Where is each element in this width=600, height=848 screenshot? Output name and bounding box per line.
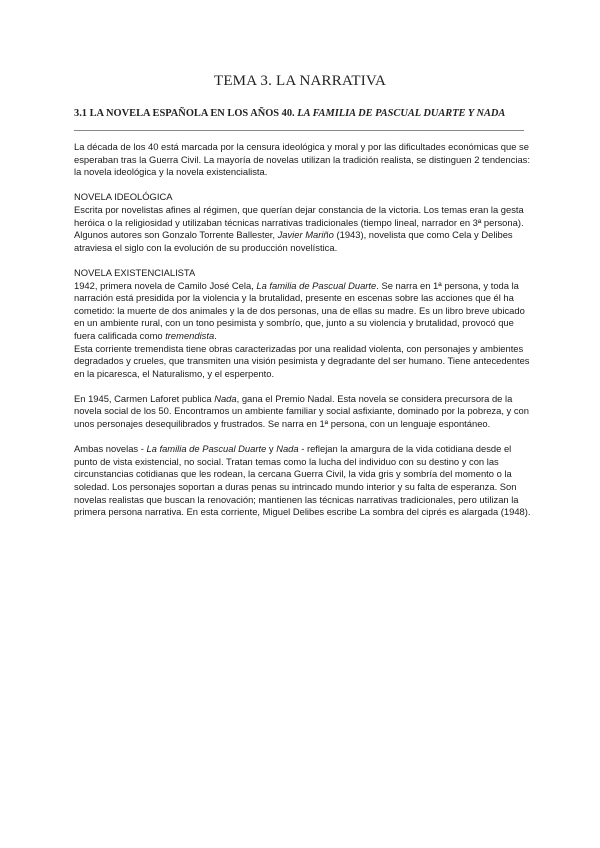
- section-heading-italic: LA FAMILIA DE PASCUAL DUARTE Y NADA: [297, 108, 506, 119]
- ideologica-heading: NOVELA IDEOLÓGICA: [74, 191, 173, 203]
- page-title: TEMA 3. LA NARRATIVA: [213, 73, 387, 89]
- ideologica-work-title: Javier Mariño: [277, 229, 334, 241]
- existencialista-p1-work-title: La familia de Pascual Duarte: [256, 279, 377, 291]
- existencialista-paragraph-1: [74, 280, 532, 343]
- ambas-work-title-2: Nada: [276, 443, 299, 455]
- section-heading-prefix: 3.1 LA NOVELA ESPAÑOLA EN LOS AÑOS 40.: [74, 108, 298, 119]
- ideologica-text-after: (1943), novelista que como Cela y Delibes atraviesa el siglo con la evolución de su producción novelística.: [74, 229, 513, 253]
- ideologica-paragraph: [74, 204, 532, 254]
- ideologica-text-before: Escrita por novelistas afines al régimen, que querían dejar constancia de la victoria. Los temas eran la gesta heróica o la religiosidad y utilizaban técnicas narrativas tradicionales (tiempo lineal, narrador en 3ª persona). Algunos autores son Gonzalo Torrente Ballester,: [74, 203, 524, 241]
- ambas-and: y: [266, 443, 277, 455]
- nada-before: En 1945, Carmen Laforet publica: [74, 392, 215, 404]
- horizontal-rule: [74, 130, 524, 131]
- existencialista-p1-term: tremendista: [165, 329, 215, 341]
- existencialista-p1-before: 1942, primera novela de Camilo José Cela,: [74, 279, 257, 291]
- section-heading: [74, 108, 544, 119]
- nada-work-title: Nada: [214, 392, 237, 404]
- document-body: [74, 141, 532, 519]
- existencialista-p1-middle: . Se narra en 1ª persona, y toda la narración está presidida por la violencia y la brutalidad, presente en escenas sobre las acciones que él ha cometido: la muerte de dos animales y la de dos personas, una de ellas su madre. Es un libro breve ubicado en un ambiente rural, con un tono pesimista y sombrío, que, junto a su violencia y brutalidad, provocó que fuera calificada como: [74, 279, 525, 341]
- ambas-after: - reflejan la amargura de la vida cotidiana desde el punto de vista existencial, no social. Tratan temas como la lucha del individuo con su destino y con las circunstancias cotidianas que les rodean, la cercana Guerra Civil, la vida gris y sombría del momento o la soledad. Los personajes soportan a duras penas su intrincado mundo interior y su falta de esperanza. Son novelas realistas que buscan la renovación; mantienen las técnicas narrativas tradicionales, pero utilizan la primera persona narrativa. En esta corriente, Miguel Delibes escribe La sombra del ciprés es alargada (1948).: [74, 443, 531, 518]
- ambas-before: Ambas novelas -: [74, 443, 147, 455]
- ambas-paragraph: [74, 443, 532, 519]
- intro-paragraph: La década de los 40 está marcada por la censura ideológica y moral y por las dificultades económicas que se esperaban tras la Guerra Civil. La mayoría de novelas utilizan la tradición realista, se distinguen 2 tendencias: la novela ideológica y la novela existencialista.: [74, 141, 530, 178]
- existencialista-heading: NOVELA EXISTENCIALISTA: [74, 266, 196, 278]
- nada-after: , gana el Premio Nadal. Esta novela se considera precursora de la novela social de los 50. Encontramos un ambiente familiar y social asfixiante, dominado por la pobreza, y con unos personajes desequilibrados y frustrados. Se narra en 1ª persona, con un lenguaje espontáneo.: [74, 392, 529, 430]
- ambas-work-title-1: La familia de Pascual Duarte: [146, 443, 267, 455]
- existencialista-p1-end: .: [214, 329, 217, 341]
- existencialista-paragraph-2: Esta corriente tremendista tiene obras caracterizadas por una realidad violenta, con personajes y ambientes degradados y crueles, que transmiten una visión pesimista y degradante del ser humano. Tiene antecedentes en la picaresca, el Naturalismo, y el esperpento.: [74, 342, 530, 379]
- nada-paragraph: [74, 393, 532, 431]
